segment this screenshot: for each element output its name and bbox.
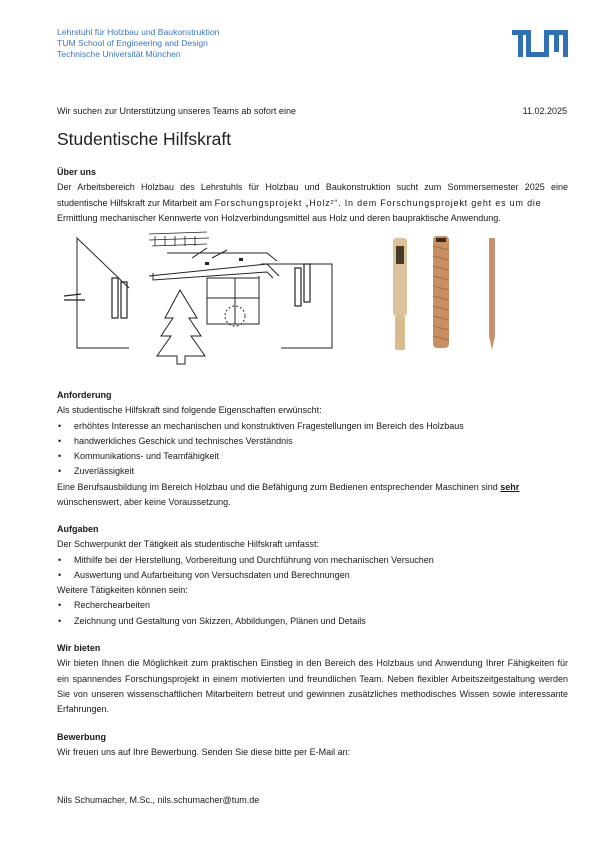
chair-line: Lehrstuhl für Holzbau und Baukonstruktion	[57, 27, 220, 37]
tasks-intro: Der Schwerpunkt der Tätigkeit als studentische Hilfskraft umfasst:	[57, 539, 319, 550]
requirements-list	[57, 419, 568, 480]
page-title: Studentische Hilfskraft	[57, 129, 232, 149]
list-item: • Zeichnung und Gestaltung von Skizzen, Abbildungen, Plänen und Details	[57, 614, 568, 629]
list-item: • handwerkliches Geschick und technisches Verständnis	[57, 434, 568, 449]
section-requirements	[57, 388, 568, 510]
tasks-more-intro: Weitere Tätigkeiten können sein:	[57, 585, 188, 596]
list-item: • Mithilfe bei der Herstellung, Vorbereitung und Durchführung von mechanischen Versuchen	[57, 553, 568, 568]
list-item: • Kommunikations- und Teamfähigkeit	[57, 449, 568, 464]
chair-line: Technische Universität München	[57, 49, 181, 59]
about-text: Der Arbeitsbereich Holzbau des Lehrstuhls für Holzbau und Baukonstruktion sucht zum Sommersemester 2025 eine studentische Hilfskraft zur Mitarbeit am Forschungsprojekt „Holz²“. In dem Forschungsprojekt geht es um die	[57, 182, 568, 208]
section-application	[57, 730, 568, 761]
intro-text: Wir suchen zur Unterstützung unseres Teams ab sofort eine	[57, 106, 296, 116]
chair-info	[57, 27, 219, 60]
section-heading: Anforderung	[57, 390, 112, 400]
intro-row	[57, 105, 567, 117]
list-item: • erhöhtes Interesse an mechanischen und konstruktiven Fragestellungen im Bereich des Holzbaus	[57, 419, 568, 434]
requirements-note: Eine Berufsausbildung im Bereich Holzbau und die Befähigung zum Bedienen entsprechender Maschinen sind sehr wünschenswert, aber keine Voraussetzung.	[57, 481, 520, 508]
offer-text: Wir bieten Ihnen die Möglichkeit zum praktischen Einstieg in den Bereich des Holzbaus und Anwendung Ihrer Fähigkeiten für ein spannendes Forschungsprojekt in einem motivierten und freundlichen Team. Neben flexibler Arbeitszeitgestaltung werden Sie von unseren wissenschaftlichen Mitarbeitern betreut und gewinnen zusätzliches methodisches Wissen sowie interessante Erfahrungen.	[57, 658, 568, 715]
emphasis: sehr	[500, 481, 520, 492]
section-heading: Bewerbung	[57, 732, 107, 742]
chair-line: TUM School of Engineering and Design	[57, 38, 208, 48]
section-tasks	[57, 522, 568, 629]
section-offer	[57, 641, 568, 717]
section-about	[57, 165, 568, 226]
about-text-end: Ermittlung mechanischer Kennwerte von Holzverbindungsmittel aus Holz und deren baupraktische Anwendung.	[57, 212, 501, 223]
tasks-more-list	[57, 598, 568, 629]
requirements-intro: Als studentische Hilfskraft sind folgende Eigenschaften erwünscht:	[57, 405, 322, 416]
contact-line: Nils Schumacher, M.Sc., nils.schumacher@tum.de	[57, 795, 260, 805]
application-text: Wir freuen uns auf Ihre Bewerbung. Senden Sie diese bitte per E-Mail an:	[57, 747, 351, 758]
tasks-list	[57, 553, 568, 584]
section-heading: Aufgaben	[57, 524, 99, 534]
list-item: • Recherchearbeiten	[57, 598, 568, 613]
section-heading: Über uns	[57, 167, 97, 177]
list-item: • Zuverlässigkeit	[57, 464, 568, 479]
posting-date: 11.02.2025	[522, 106, 567, 116]
list-item: • Auswertung und Aufarbeitung von Versuchsdaten und Berechnungen	[57, 568, 568, 583]
section-heading: Wir bieten	[57, 643, 101, 653]
wood-fastener-photos	[385, 232, 515, 352]
tum-logo	[512, 30, 568, 57]
test-setup-sketch	[57, 228, 347, 368]
